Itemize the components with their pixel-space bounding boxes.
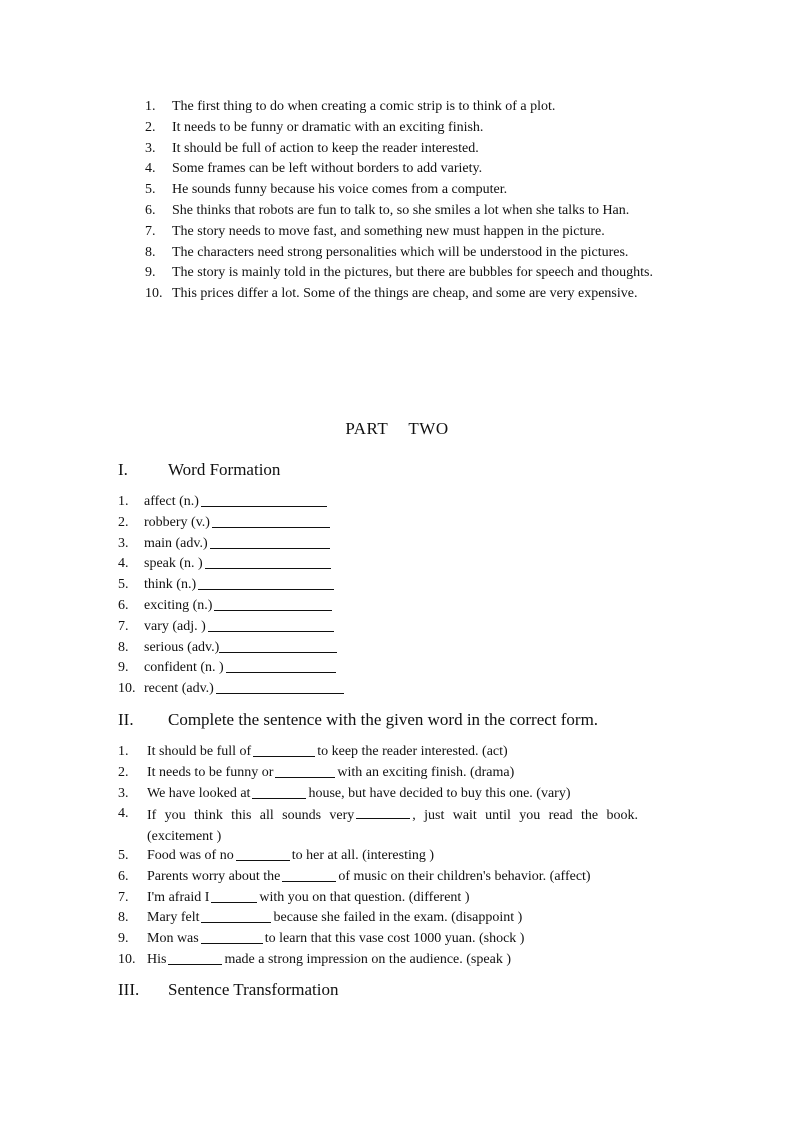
item-number: 3. [145, 140, 156, 156]
answer-blank[interactable] [210, 534, 330, 549]
answer-blank[interactable] [252, 784, 306, 799]
list-item [118, 742, 638, 763]
item-text: The story needs to move fast, and something new must happen in the picture. [172, 223, 605, 239]
item-text: She thinks that robots are fun to talk to, so she smiles a lot when she talks to Han. [172, 202, 630, 218]
item-text: serious (adv.) [144, 639, 220, 655]
item-text: The story is mainly told in the pictures, but there are bubbles for speech and thoughts. [172, 265, 653, 281]
item-number: 1. [118, 744, 129, 759]
item-number: 4. [118, 556, 129, 572]
list-item [118, 554, 346, 575]
item-text-before: Mon was [147, 931, 199, 947]
item-number: 2. [118, 764, 129, 780]
list-item [118, 867, 638, 888]
item-text-after: to her at all. (interesting ) [291, 847, 435, 863]
item-text-before: It should be full of [147, 744, 252, 759]
item-text: He sounds funny because his voice comes from a computer. [172, 182, 508, 198]
item-text-after: , just wait until you read the book. (excitement ) [147, 808, 638, 845]
item-number: 4. [145, 161, 156, 177]
item-number: 8. [145, 244, 156, 260]
list-item [118, 784, 638, 805]
answer-blank[interactable] [198, 575, 334, 590]
item-text-after: made a strong impression on the audience. (speak ) [224, 951, 511, 967]
list-item [118, 846, 638, 867]
list-item [145, 243, 675, 264]
item-text: It should be full of action to keep the reader interested. [172, 140, 479, 156]
list-item [118, 804, 638, 846]
list-item [145, 159, 675, 180]
list-item [145, 222, 675, 243]
item-text-after: house, but have decided to buy this one. (vary) [308, 785, 571, 801]
item-number: 2. [145, 119, 156, 135]
item-text-before: Mary felt [147, 910, 200, 926]
answer-blank[interactable] [168, 950, 222, 965]
item-number: 1. [118, 494, 129, 509]
item-number: 1. [145, 99, 156, 114]
item-number: 7. [118, 889, 129, 905]
item-text-after: to keep the reader interested. (act) [317, 744, 508, 759]
item-text: It needs to be funny or dramatic with an exciting finish. [172, 119, 484, 135]
item-text-before: Food was of no [147, 847, 234, 863]
list-item [118, 929, 638, 950]
item-number: 7. [118, 618, 129, 634]
item-number: 8. [118, 910, 129, 926]
section-heading-sentence-transformation [118, 980, 338, 1000]
complete-sentence-list [118, 742, 638, 971]
answer-blank[interactable] [214, 596, 332, 611]
item-number: 10. [145, 286, 163, 302]
section-heading-complete-sentence [118, 710, 598, 730]
section-number: I. [118, 460, 128, 479]
answer-blank[interactable] [216, 679, 344, 694]
section-number: II. [118, 710, 134, 729]
list-item [118, 658, 346, 679]
list-item [118, 679, 346, 700]
list-item [118, 596, 346, 617]
item-text-after: because she failed in the exam. (disappoint ) [273, 910, 523, 926]
item-text-before: His [147, 951, 167, 967]
section-title: Word Formation [168, 460, 281, 479]
item-text-before: It needs to be funny or [147, 764, 274, 780]
item-text-before: If you think this all sounds very [147, 808, 355, 824]
item-text: Some frames can be left without borders to add variety. [172, 161, 483, 177]
list-item [145, 263, 675, 284]
top-sentence-list [145, 97, 675, 305]
item-number: 4. [118, 806, 129, 822]
item-text: exciting (n.) [144, 597, 213, 613]
answer-blank[interactable] [201, 908, 271, 923]
answer-blank[interactable] [253, 742, 315, 757]
item-number: 6. [145, 202, 156, 218]
item-text: recent (adv.) [144, 681, 214, 697]
item-text-after: to learn that this vase cost 1000 yuan. (shock ) [264, 931, 525, 947]
list-item [118, 492, 346, 513]
list-item [118, 950, 638, 971]
list-item [145, 201, 675, 222]
item-text-before: I'm afraid I [147, 889, 210, 905]
item-number: 10. [118, 681, 136, 697]
item-number: 7. [145, 223, 156, 239]
list-item [118, 617, 346, 638]
item-text-after: with an exciting finish. (drama) [337, 764, 515, 780]
item-number: 6. [118, 597, 129, 613]
section-number: III. [118, 980, 140, 999]
item-number: 9. [118, 931, 129, 947]
section-heading-word-formation [118, 460, 280, 480]
item-text: speak (n. ) [144, 556, 203, 572]
item-number: 10. [118, 951, 136, 967]
answer-blank[interactable] [201, 929, 263, 944]
answer-blank[interactable] [356, 804, 410, 819]
list-item [118, 638, 346, 659]
item-number: 3. [118, 785, 129, 801]
list-item [118, 534, 346, 555]
item-number: 3. [118, 535, 129, 551]
list-item [118, 908, 638, 929]
item-text: The first thing to do when creating a comic strip is to think of a plot. [172, 99, 556, 114]
answer-blank[interactable] [205, 554, 331, 569]
item-text: affect (n.) [144, 494, 199, 509]
list-item [118, 888, 638, 909]
list-item [145, 284, 675, 305]
answer-blank[interactable] [275, 763, 335, 778]
answer-blank[interactable] [226, 658, 336, 673]
answer-blank[interactable] [201, 492, 327, 507]
item-text-before: Parents worry about the [147, 868, 281, 884]
list-item [145, 139, 675, 160]
item-number: 9. [118, 660, 129, 676]
item-text: confident (n. ) [144, 660, 224, 676]
item-text-after: of music on their children's behavior. (affect) [338, 868, 591, 884]
item-number: 2. [118, 514, 129, 530]
list-item [145, 97, 675, 118]
answer-blank[interactable] [219, 638, 337, 653]
answer-blank[interactable] [211, 888, 257, 903]
answer-blank[interactable] [212, 513, 330, 528]
item-text-after: with you on that question. (different ) [259, 889, 470, 905]
item-number: 9. [145, 265, 156, 281]
list-item [118, 575, 346, 596]
item-text: The characters need strong personalities which will be understood in the pictures. [172, 244, 629, 260]
list-item [145, 180, 675, 201]
section-title: Complete the sentence with the given word in the correct form. [168, 710, 599, 729]
item-text-before: We have looked at [147, 785, 251, 801]
list-item [118, 763, 638, 784]
item-text: think (n.) [144, 577, 197, 593]
item-text: main (adv.) [144, 535, 208, 551]
item-text: robbery (v.) [144, 514, 210, 530]
item-number: 6. [118, 868, 129, 884]
list-item [145, 118, 675, 139]
part-title: PART TWO [345, 419, 449, 438]
item-number: 5. [118, 847, 129, 863]
item-number: 5. [118, 577, 129, 593]
answer-blank[interactable] [208, 617, 334, 632]
section-title: Sentence Transformation [168, 980, 339, 999]
answer-blank[interactable] [236, 846, 290, 861]
item-number: 8. [118, 639, 129, 655]
item-text: This prices differ a lot. Some of the things are cheap, and some are very expensive. [172, 286, 638, 302]
answer-blank[interactable] [282, 867, 336, 882]
item-text: vary (adj. ) [144, 618, 206, 634]
word-formation-list [118, 492, 346, 700]
item-number: 5. [145, 182, 156, 198]
list-item [118, 513, 346, 534]
